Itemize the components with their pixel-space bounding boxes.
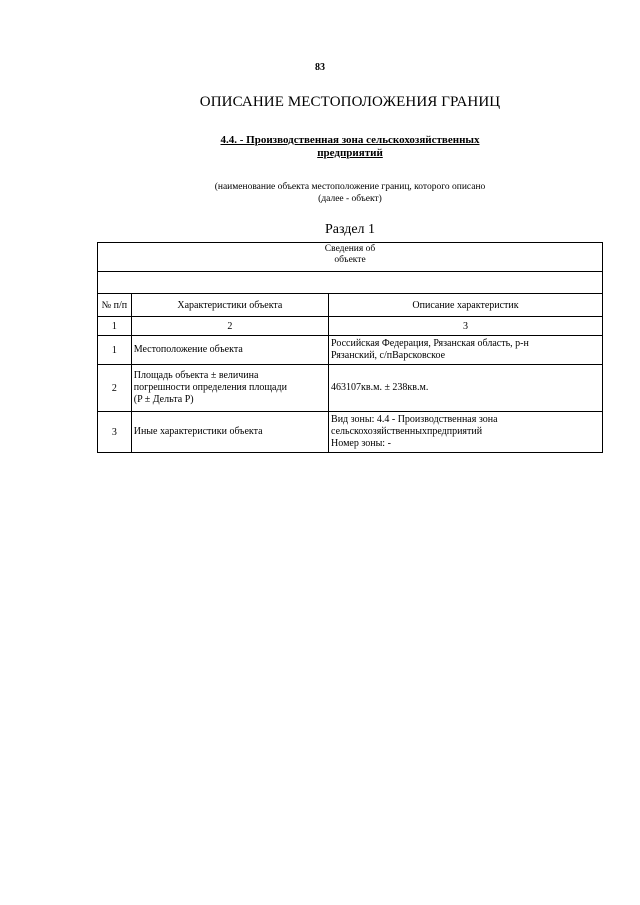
row-characteristic-line: Иные характеристики объекта	[133, 426, 263, 437]
row-description-line: 463107кв.м. ± 238кв.м.	[331, 382, 429, 393]
row-description	[329, 412, 603, 453]
table-row	[98, 336, 603, 365]
row-description-line: Рязанский, с/пВарсковское	[331, 350, 446, 361]
row-characteristic	[131, 336, 328, 365]
header-number: № п/п	[98, 294, 132, 317]
info-heading-line-2: объекте	[334, 255, 366, 265]
object-note-line-1: (наименование объекта местоположение границ, которого описано	[214, 182, 486, 192]
row-characteristic	[131, 412, 328, 453]
column-number-2: 2	[131, 317, 328, 336]
row-characteristic	[131, 365, 328, 412]
zone-subtitle-line-1: 4.4. - Производственная зона сельскохозяйственных	[220, 134, 480, 146]
row-characteristic-line: погрешности определения площади	[133, 382, 287, 393]
table-row	[98, 412, 603, 453]
object-info-table	[97, 242, 603, 453]
row-number: 2	[98, 365, 132, 412]
row-number: 3	[98, 412, 132, 453]
zone-subtitle	[0, 134, 640, 160]
row-characteristic-line: Площадь объекта ± величина	[133, 370, 259, 381]
page-number: 83	[315, 62, 325, 73]
document-title: ОПИСАНИЕ МЕСТОПОЛОЖЕНИЯ ГРАНИЦ	[199, 94, 501, 110]
zone-subtitle-line-2: предприятий	[317, 147, 383, 159]
object-note-line-2: (далее - объект)	[318, 194, 382, 204]
row-description-line: Вид зоны: 4.4 - Производственная зона	[331, 414, 498, 425]
table-row	[98, 365, 603, 412]
row-description	[329, 365, 603, 412]
row-description-line: Номер зоны: -	[331, 438, 391, 449]
column-number-1: 1	[98, 317, 132, 336]
row-characteristic-line: Местоположение объекта	[133, 344, 243, 355]
info-heading-line-1: Сведения об	[324, 244, 376, 254]
object-note	[0, 181, 640, 205]
column-number-3: 3	[329, 317, 603, 336]
row-number: 1	[98, 336, 132, 365]
info-heading	[98, 243, 603, 272]
header-description: Описание характеристик	[329, 294, 603, 317]
row-characteristic-line: (P ± Дельта P)	[133, 394, 194, 405]
header-characteristic: Характеристики объекта	[131, 294, 328, 317]
blank-row	[98, 272, 603, 294]
row-description-line: Российская Федерация, Рязанская область, р-н	[331, 338, 529, 349]
row-description	[329, 336, 603, 365]
section-title: Раздел 1	[324, 222, 376, 237]
row-description-line: сельскохозяйственныхпредприятий	[331, 426, 483, 437]
